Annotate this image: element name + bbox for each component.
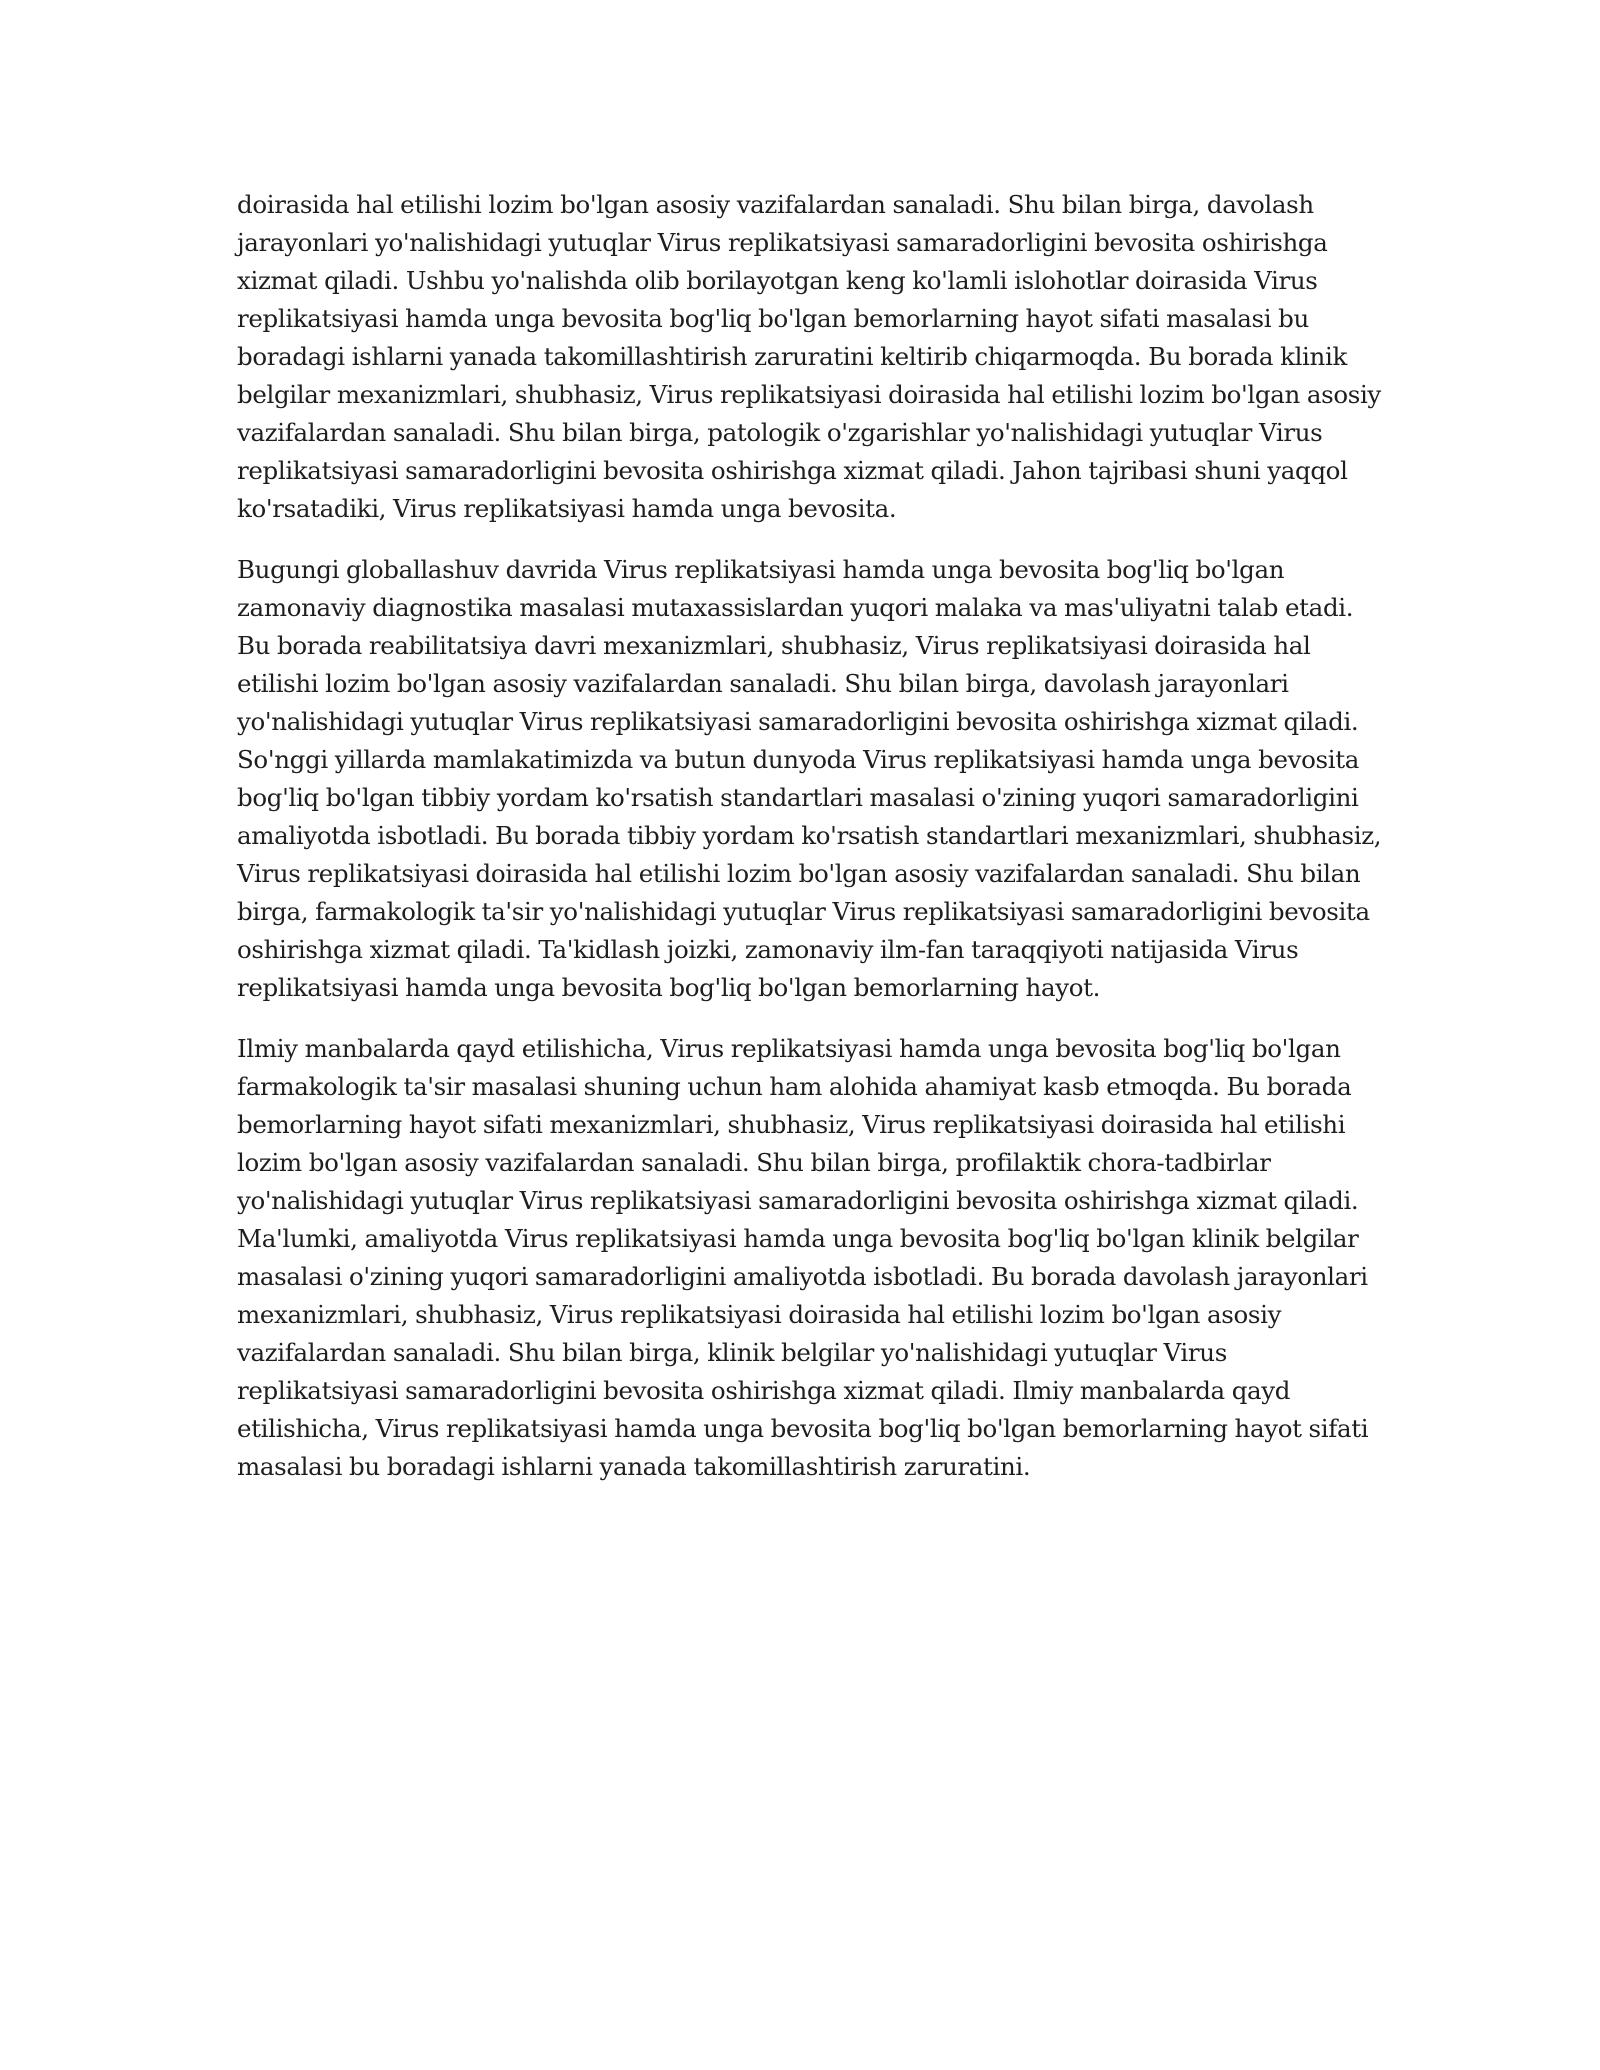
text-line: Bu borada reabilitatsiya davri mexanizmlari, shubhasiz, Virus replikatsiyasi doirasida hal xyxy=(237,631,1311,660)
text-line: Ilmiy manbalarda qayd etilishicha, Virus replikatsiyasi hamda unga bevosita bog'liq bo'lgan xyxy=(237,1034,1341,1063)
text-line: masalasi bu boradagi ishlarni yanada takomillashtirish zaruratini. xyxy=(237,1452,1031,1481)
text-line: vazifalardan sanaladi. Shu bilan birga, klinik belgilar yo'nalishidagi yutuqlar Virus xyxy=(237,1338,1227,1367)
text-line: replikatsiyasi hamda unga bevosita bog'liq bo'lgan bemorlarning hayot. xyxy=(237,973,1101,1002)
text-line: xizmat qiladi. Ushbu yo'nalishda olib borilayotgan keng ko'lamli islohotlar doirasida Virus xyxy=(237,266,1318,295)
text-line: yo'nalishidagi yutuqlar Virus replikatsiyasi samaradorligini bevosita oshirishga xizmat qiladi. xyxy=(237,1186,1359,1215)
text-line: replikatsiyasi samaradorligini bevosita oshirishga xizmat qiladi. Jahon tajribasi shuni yaqqol xyxy=(237,456,1348,485)
text-line: lozim bo'lgan asosiy vazifalardan sanaladi. Shu bilan birga, profilaktik chora-tadbirlar xyxy=(237,1148,1271,1177)
text-line: Ma'lumki, amaliyotda Virus replikatsiyasi hamda unga bevosita bog'liq bo'lgan klinik belgilar xyxy=(237,1224,1359,1253)
text-line: vazifalardan sanaladi. Shu bilan birga, patologik o'zgarishlar yo'nalishidagi yutuqlar Virus xyxy=(237,418,1323,447)
text-line: farmakologik ta'sir masalasi shuning uchun ham alohida ahamiyat kasb etmoqda. Bu borada xyxy=(237,1072,1352,1101)
text-line: replikatsiyasi hamda unga bevosita bog'liq bo'lgan bemorlarning hayot sifati masalasi bu xyxy=(237,304,1309,333)
paragraph-1 xyxy=(237,186,1381,528)
text-line: bemorlarning hayot sifati mexanizmlari, shubhasiz, Virus replikatsiyasi doirasida hal etilishi xyxy=(237,1110,1346,1139)
text-line: doirasida hal etilishi lozim bo'lgan asosiy vazifalardan sanaladi. Shu bilan birga, davolash xyxy=(237,190,1314,219)
text-line: boradagi ishlarni yanada takomillashtirish zaruratini keltirib chiqarmoqda. Bu borada klinik xyxy=(237,342,1347,371)
text-line: ko'rsatadiki, Virus replikatsiyasi hamda unga bevosita. xyxy=(237,494,897,523)
text-line: jarayonlari yo'nalishidagi yutuqlar Virus replikatsiyasi samaradorligini bevosita oshirishga xyxy=(237,228,1328,257)
text-line: mexanizmlari, shubhasiz, Virus replikatsiyasi doirasida hal etilishi lozim bo'lgan asosiy xyxy=(237,1300,1282,1329)
text-line: bog'liq bo'lgan tibbiy yordam ko'rsatish standartlari masalasi o'zining yuqori samaradorligini xyxy=(237,783,1359,812)
text-line: zamonaviy diagnostika masalasi mutaxassislardan yuqori malaka va mas'uliyatni talab etadi. xyxy=(237,593,1354,622)
text-line: amaliyotda isbotladi. Bu borada tibbiy yordam ko'rsatish standartlari mexanizmlari, shubhasiz, xyxy=(237,821,1382,850)
text-line: replikatsiyasi samaradorligini bevosita oshirishga xizmat qiladi. Ilmiy manbalarda qayd xyxy=(237,1376,1291,1405)
text-line: Virus replikatsiyasi doirasida hal etilishi lozim bo'lgan asosiy vazifalardan sanaladi. Shu bilan xyxy=(237,859,1361,888)
text-line: etilishi lozim bo'lgan asosiy vazifalardan sanaladi. Shu bilan birga, davolash jarayonlari xyxy=(237,669,1289,698)
text-line: Bugungi globallashuv davrida Virus replikatsiyasi hamda unga bevosita bog'liq bo'lgan xyxy=(237,555,1285,584)
text-line: belgilar mexanizmlari, shubhasiz, Virus replikatsiyasi doirasida hal etilishi lozim bo'lgan asosiy xyxy=(237,380,1381,409)
paragraph-2 xyxy=(237,551,1382,1007)
text-line: So'nggi yillarda mamlakatimizda va butun dunyoda Virus replikatsiyasi hamda unga bevosita xyxy=(237,745,1359,774)
text-line: oshirishga xizmat qiladi. Ta'kidlash joizki, zamonaviy ilm-fan taraqqiyoti natijasida Virus xyxy=(237,935,1299,964)
text-line: birga, farmakologik ta'sir yo'nalishidagi yutuqlar Virus replikatsiyasi samaradorligini bevosita xyxy=(237,897,1370,926)
paragraph-3 xyxy=(237,1030,1367,1486)
text-line: masalasi o'zining yuqori samaradorligini amaliyotda isbotladi. Bu borada davolash jarayonlari xyxy=(237,1262,1368,1291)
text-line: yo'nalishidagi yutuqlar Virus replikatsiyasi samaradorligini bevosita oshirishga xizmat qiladi. xyxy=(237,707,1359,736)
text-line: etilishicha, Virus replikatsiyasi hamda unga bevosita bog'liq bo'lgan bemorlarning hayot sifati xyxy=(237,1414,1369,1443)
document-body xyxy=(237,186,1382,1509)
